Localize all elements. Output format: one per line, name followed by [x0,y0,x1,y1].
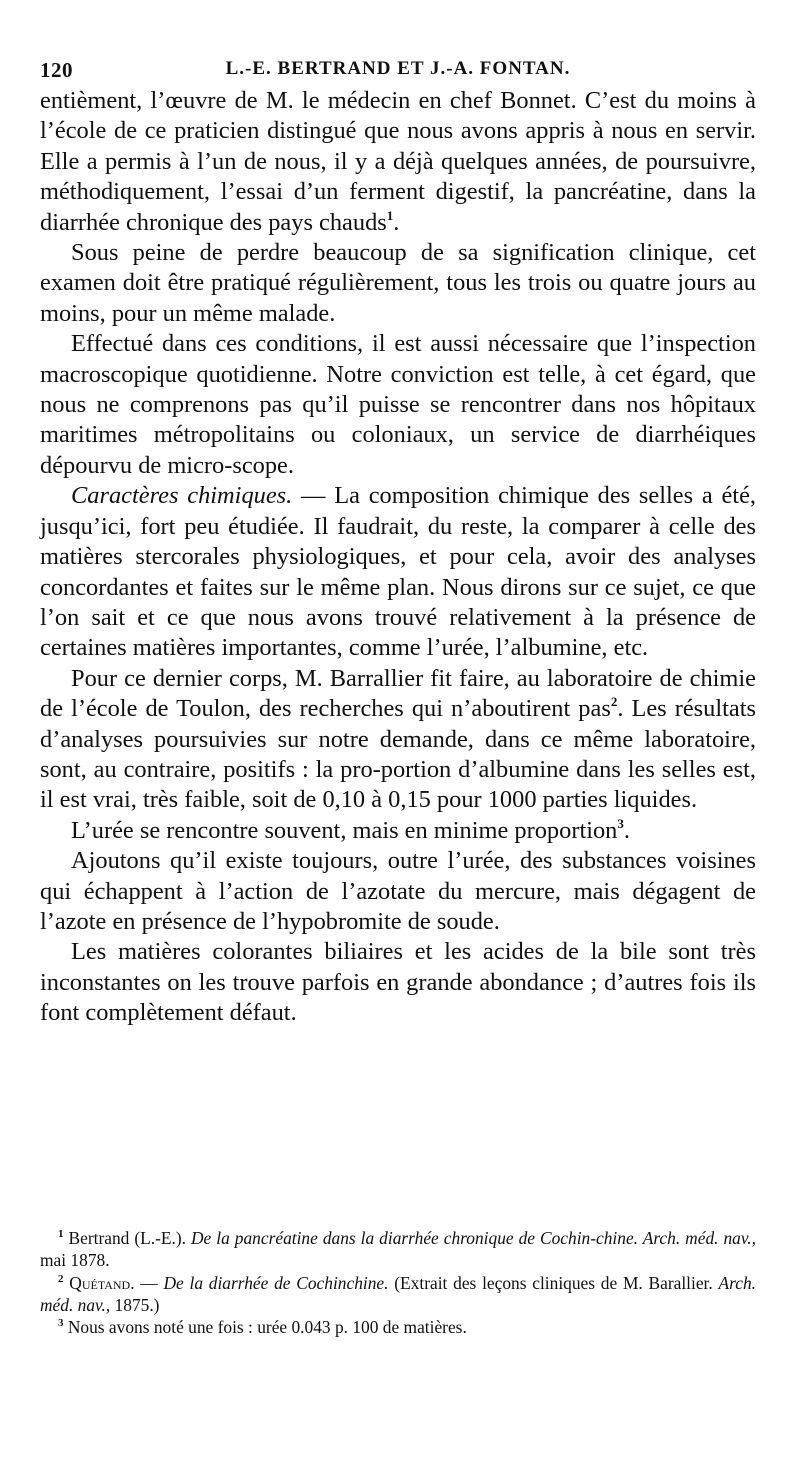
footnote-2-rest: (Extrait des leçons cliniques de M. Barallier. [394,1272,713,1293]
footnote-2-author: Quétand. [69,1272,135,1293]
paragraph-1-end: . [393,208,400,236]
paragraph-5-text-b: . Les résultats d’analyses poursuivies sur notre demande, dans ce même laboratoire, sont, au contraire, positifs : la pro-portion d’albumine dans les selles est, il est vrai, très faible, soit de 0,10 à 0,15 pour 1000 parties liquides. [40,695,756,814]
section-heading-chemical: Caractères chimiques. [71,482,293,510]
paragraph-6 [40,816,756,846]
footnote-ref-2: 2 [610,694,618,710]
footnote-2-dash: — [134,1272,164,1293]
paragraph-6-end: . [623,816,630,844]
footnote-ref-3: 3 [617,815,624,831]
footnote-1 [40,1227,756,1272]
footnote-3-mark: 3 [58,1317,64,1330]
running-head [40,58,756,88]
paragraph-6-text: L’urée se rencontre souvent, mais en minime proportion [71,816,618,844]
footnote-2-year: 1875.) [114,1294,160,1315]
paragraph-4-text: — La composition chimique des selles a été, jusqu’ici, fort peu étudiée. Il faudrait, du reste, la comparer à celle des matières stercorales physiologiques, et pour cela, avoir des analyses concordantes et faites sur le même plan. Nous dirons sur ce sujet, ce que l’on sait et ce que nous avons trouvé relativement à la présence de certaines matières importantes, comme l’urée, l’albumine, etc. [40,482,757,662]
footnote-2-journal: Arch. méd. nav., [40,1272,757,1315]
footnote-3-text: Nous avons noté une fois : urée 0.043 p. 100 de matières. [67,1317,467,1338]
paragraph-4 [40,481,756,663]
footnote-2-mark: 2 [58,1272,64,1285]
running-title: L.-E. BERTRAND ET J.-A. FONTAN. [225,58,571,79]
paragraph-5 [40,664,756,816]
paragraph-3: Effectué dans ces conditions, il est aussi nécessaire que l’inspection macroscopique quotidienne. Notre conviction est telle, à cet égard, que nous ne comprenons pas qu’il puisse se rencontrer dans nos hôpitaux maritimes métropolitains ou coloniaux, un service de diarrhéiques dépourvu de micro-scope. [40,330,756,479]
footnote-2 [40,1272,756,1317]
footnote-1-title: De la pancréatine dans la diarrhée chronique de Cochin-chine. Arch. méd. nav., [191,1228,757,1248]
main-text [40,86,756,1029]
footnote-3 [40,1316,756,1338]
footnote-1-date: mai 1878. [40,1250,110,1271]
footnote-1-mark: 1 [58,1228,64,1240]
page-number: 120 [40,58,73,82]
paragraph-8: Les matières colorantes biliaires et les acides de la bile sont très inconstantes on les trouve parfois en grande abondance ; d’autres fois ils font complètement défaut. [40,938,756,1027]
footnotes [40,1227,756,1338]
paragraph-2: Sous peine de perdre beaucoup de sa signification clinique, cet examen doit être pratiqué régulièrement, tous les trois ou quatre jours au moins, pour un même malade. [40,239,756,327]
footnote-1-author: Bertrand (L.-E.). [68,1228,186,1248]
paragraph-1 [40,86,756,238]
footnote-ref-1: 1 [386,207,394,223]
footnote-2-title: De la diarrhée de Cochinchine. [163,1272,389,1293]
paragraph-5-text-a: Pour ce dernier corps, M. Barrallier fit faire, au laboratoire de chimie de l’école de Toulon, des recherches qui n’aboutirent pas [40,664,756,723]
paragraph-1-text: entièment, l’œuvre de M. le médecin en chef Bonnet. C’est du moins à l’école de ce praticien distingué que nous avons appris à nous en servir. Elle a permis à l’un de nous, il y a déjà quelques années, de poursuivre, méthodiquement, l’essai d’un ferment digestif, la pancréatine, dans la diarrhée chronique des pays chauds [40,87,756,236]
paragraph-7: Ajoutons qu’il existe toujours, outre l’urée, des substances voisines qui échappent à l’action de l’azotate du mercure, mais dégagent de l’azote en présence de l’hypobromite de soude. [40,847,756,935]
